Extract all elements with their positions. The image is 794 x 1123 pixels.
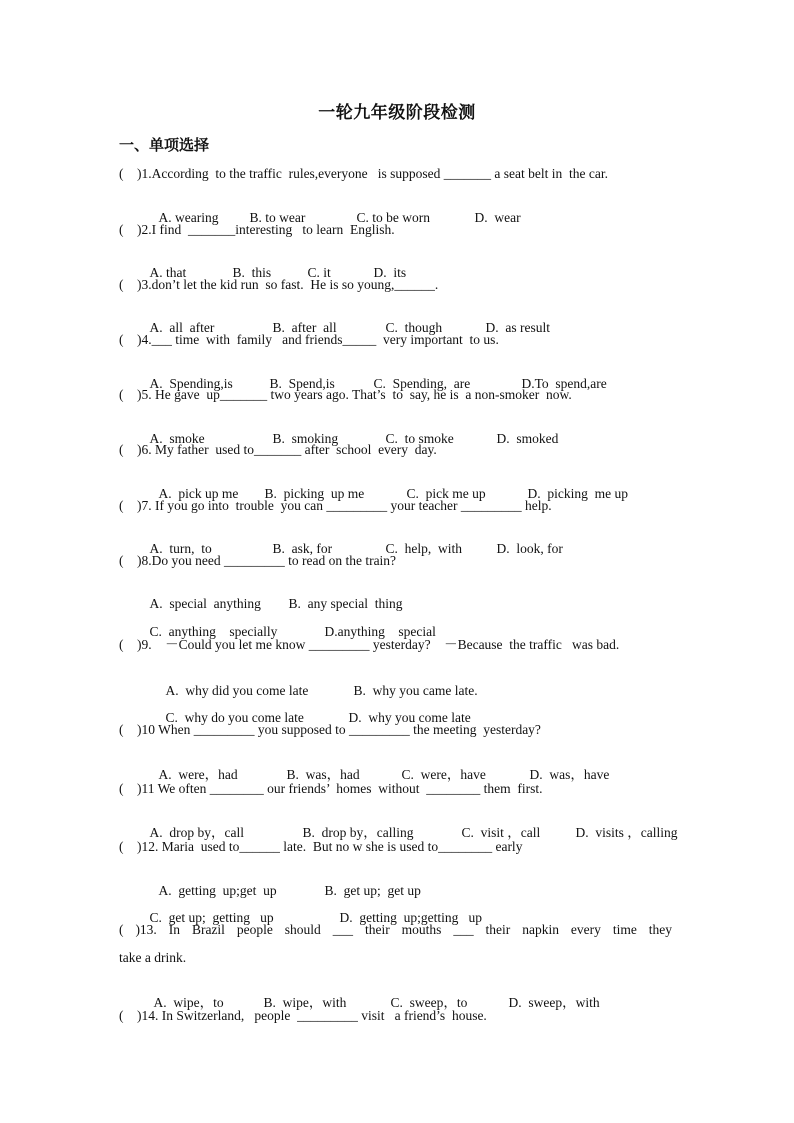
option: C. why do you come late: [165, 710, 304, 725]
option: B. smoking: [272, 431, 339, 446]
question-5-stem: ( )5. He gave up_______ two years ago. That’s to say, he is a non-smoker now.: [119, 387, 572, 402]
option: D. getting up;getting up: [339, 910, 482, 925]
option: B. was，had: [286, 767, 360, 782]
option: D. why you come late: [348, 710, 471, 725]
option: D.To spend,are: [521, 376, 607, 391]
option: C. it: [307, 265, 331, 280]
option: A. turn, to: [149, 541, 212, 556]
option: A. smoke: [149, 431, 205, 446]
option: D. wear: [474, 210, 521, 225]
option: D. sweep，with: [508, 995, 600, 1010]
option: A. pick up me: [158, 486, 239, 501]
question-13-stem: ( )13. In Brazil people should ___ their mouths ___ their napkin every time they: [119, 922, 672, 937]
option: A. special anything: [149, 596, 261, 611]
option: B. to wear: [249, 210, 306, 225]
question-3-stem: ( )3.don’t let the kid run so fast. He is so young,______.: [119, 277, 439, 292]
option: C. to be worn: [356, 210, 430, 225]
option: B. drop by，calling: [302, 825, 414, 840]
option: D. as result: [485, 320, 550, 335]
option: A. all after: [149, 320, 215, 335]
option: A. drop by，call: [149, 825, 244, 840]
option: D. its: [373, 265, 407, 280]
question-1-stem: ( )1.According to the traffic rules,everyone is supposed _______ a seat belt in the car.: [119, 166, 608, 181]
option: C. anything specially: [149, 624, 278, 639]
question-11-stem: ( )11 We often ________ our friends’ homes without ________ them first.: [119, 781, 543, 796]
option: C. visit ，call: [461, 825, 541, 840]
option: C. to smoke: [385, 431, 454, 446]
option: B. get up; get up: [324, 883, 421, 898]
question-4-stem: ( )4.___ time with family and friends_____ very important to us.: [119, 332, 499, 347]
question-14-stem: ( )14. In Switzerland, people _________ visit a friend’s house.: [119, 1008, 487, 1023]
option: C. pick me up: [406, 486, 486, 501]
option: A. wipe，to: [153, 995, 224, 1010]
question-8-stem: ( )8.Do you need _________ to read on the train?: [119, 553, 397, 568]
option: C. help, with: [385, 541, 462, 556]
option: B. wipe，with: [263, 995, 347, 1010]
option: A. Spending,is: [149, 376, 233, 391]
option: B. picking up me: [264, 486, 365, 501]
option: A. wearing: [158, 210, 219, 225]
option: B. ask, for: [272, 541, 333, 556]
option: B. why you came late.: [353, 683, 478, 698]
section-heading: 一、单项选择: [119, 138, 210, 154]
option: C. sweep，to: [390, 995, 468, 1010]
question-9-stem: ( )9. －Could you let me know _________ yesterday? －Because the traffic was bad.: [119, 637, 620, 652]
option: D. picking me up: [527, 486, 628, 501]
option: B. any special thing: [288, 596, 403, 611]
question-6-stem: ( )6. My father used to_______ after school every day.: [119, 442, 437, 457]
question-10-stem: ( )10 When _________ you supposed to _________ the meeting yesterday?: [119, 722, 541, 737]
question-2-stem: ( )2.I find _______interesting to learn English.: [119, 222, 395, 237]
option: D. was，have: [529, 767, 610, 782]
option: B. this: [232, 265, 272, 280]
option: B. Spend,is: [269, 376, 335, 391]
option: A. getting up;get up: [158, 883, 277, 898]
option: A. were，had: [158, 767, 238, 782]
option: C. get up; getting up: [149, 910, 274, 925]
option: D.anything special: [324, 624, 436, 639]
option: D. smoked: [496, 431, 559, 446]
page-title: 一轮九年级阶段检测: [318, 103, 476, 122]
option: C. though: [385, 320, 443, 335]
option: C. were，have: [401, 767, 486, 782]
option: A. why did you come late: [165, 683, 309, 698]
question-12-stem: ( )12. Maria used to______ late. But no w she is used to________ early: [119, 839, 523, 854]
option: D. visits ，calling: [575, 825, 678, 840]
question-13-stem-continued: take a drink.: [119, 950, 187, 965]
option: D. look, for: [496, 541, 563, 556]
question-7-stem: ( )7. If you go into trouble you can _________ your teacher _________ help.: [119, 498, 552, 513]
option: C. Spending, are: [373, 376, 471, 391]
option: B. after all: [272, 320, 337, 335]
option: A. that: [149, 265, 187, 280]
